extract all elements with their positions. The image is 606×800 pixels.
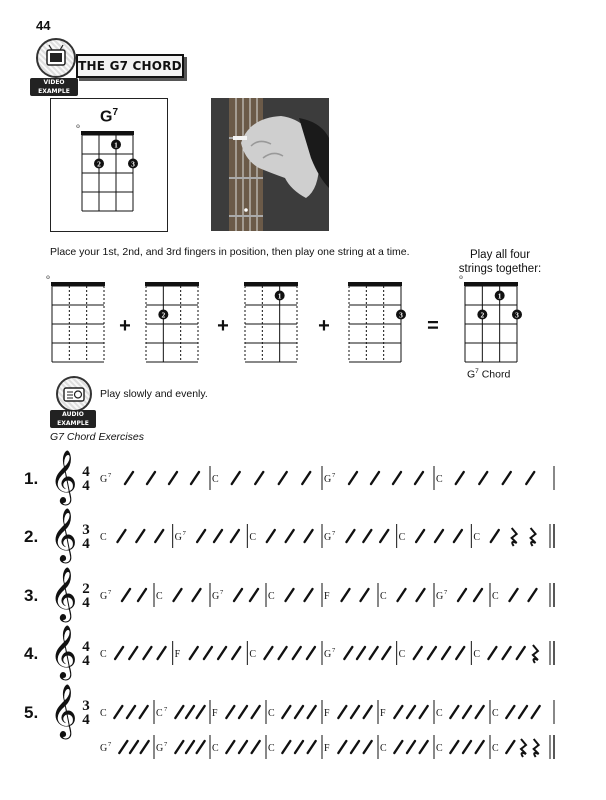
video-badge-label: VIDEO EXAMPLE: [30, 78, 78, 96]
slash-beat: [175, 706, 183, 718]
slash-beat: [393, 472, 401, 484]
slash-beat: [125, 472, 133, 484]
slash-beat: [143, 647, 151, 659]
slash-beat: [279, 647, 287, 659]
chord-superscript: 7: [108, 589, 112, 596]
slash-beat: [428, 647, 436, 659]
chord-symbol: C: [268, 591, 275, 602]
chord-nut: [464, 282, 518, 286]
time-sig-top: 3: [82, 522, 90, 538]
slash-beat: [380, 530, 388, 542]
time-sig-bottom: 4: [82, 595, 90, 611]
play-all-line1: Play all four: [469, 249, 531, 261]
chord-symbol: C: [473, 649, 481, 660]
slash-beat: [351, 741, 359, 753]
plus-sign: +: [119, 315, 131, 337]
slash-beat: [286, 589, 294, 601]
slash-beat: [361, 589, 369, 601]
slash-beat: [193, 589, 201, 601]
audio-badge-label: AUDIO EXAMPLE: [50, 410, 96, 428]
chord-symbol: G: [174, 532, 182, 543]
chord-symbol: G: [324, 649, 332, 660]
chord-symbol: C: [268, 708, 275, 719]
slash-beat: [456, 472, 464, 484]
slash-beat: [191, 472, 199, 484]
quarter-rest: [521, 739, 526, 757]
slash-beat: [398, 589, 406, 601]
slash-beat: [122, 589, 130, 601]
chord-symbol: C: [156, 708, 163, 719]
hand-illustration: [211, 98, 329, 231]
slash-beat: [450, 706, 458, 718]
slash-beat: [506, 741, 514, 753]
slash-beat: [417, 589, 425, 601]
slash-beat: [204, 647, 212, 659]
quarter-rest: [531, 528, 536, 546]
slash-beat: [117, 530, 125, 542]
exercise-number: 1.: [24, 469, 39, 488]
radio-icon: [56, 376, 92, 412]
chord-symbol: C: [212, 474, 219, 485]
chord-nut: [244, 282, 298, 286]
chord-symbol: C: [492, 743, 499, 754]
slash-beat: [190, 647, 198, 659]
slash-beat: [442, 647, 450, 659]
chord-symbol: F: [324, 591, 330, 602]
chord-symbol: C: [212, 743, 219, 754]
chord-symbol: G: [436, 591, 444, 602]
chord-superscript: 7: [182, 530, 186, 537]
slash-beat: [488, 647, 496, 659]
slash-beat: [308, 741, 316, 753]
chord-symbol: C: [249, 649, 257, 660]
slash-beat: [302, 472, 310, 484]
slash-beat: [308, 706, 316, 718]
chord-symbol: F: [380, 708, 386, 719]
slash-beat: [407, 706, 415, 718]
plus-sign: +: [217, 315, 229, 337]
video-badge[interactable]: [30, 38, 80, 95]
slash-beat: [255, 472, 263, 484]
slash-beat: [307, 647, 315, 659]
treble-clef-icon: 𝄞: [50, 449, 78, 503]
slash-beat: [357, 647, 365, 659]
chord-nut: [145, 282, 199, 286]
chord-symbol: C: [100, 649, 107, 660]
slash-beat: [394, 741, 402, 753]
g7-caption: $G^7$ Chord: [467, 368, 511, 381]
chord-superscript: 7: [108, 472, 112, 479]
slash-beat: [250, 589, 258, 601]
slash-beat: [214, 530, 222, 542]
slash-beat: [130, 741, 138, 753]
chord-diagram-main: [51, 99, 167, 231]
time-sig-bottom: 4: [82, 536, 90, 552]
slash-beat: [346, 530, 354, 542]
chord-symbol: F: [324, 708, 330, 719]
slash-beat: [175, 741, 183, 753]
slash-beat: [349, 472, 357, 484]
slash-beat: [169, 472, 177, 484]
time-sig-top: 4: [82, 639, 90, 655]
slash-beat: [454, 530, 462, 542]
chord-symbol: C: [398, 649, 406, 660]
open-string-mark: o: [76, 122, 80, 130]
slash-beat: [506, 706, 514, 718]
time-sig-bottom: 4: [82, 712, 90, 728]
slash-beat: [197, 741, 205, 753]
finger-number: 3: [515, 310, 519, 320]
finger-number: 1: [497, 291, 502, 301]
chord-symbol: G: [100, 591, 108, 602]
slash-beat: [147, 472, 155, 484]
audio-instruction: Play slowly and evenly.: [100, 388, 208, 400]
chord-symbol: C: [492, 708, 499, 719]
plus-sign: +: [318, 315, 330, 337]
slash-beat: [305, 589, 313, 601]
slash-beat: [503, 472, 511, 484]
quarter-rest: [533, 645, 538, 663]
slash-beat: [435, 530, 443, 542]
chord-symbol: C: [100, 708, 107, 719]
slash-beat: [416, 530, 424, 542]
slash-beat: [491, 530, 499, 542]
finger-number: 3: [399, 310, 403, 320]
slash-beat: [529, 589, 537, 601]
slash-beat: [226, 741, 234, 753]
slash-beat: [158, 647, 166, 659]
page-number: 44: [36, 18, 51, 33]
chord-symbol: C: [436, 474, 443, 485]
slash-beat: [364, 706, 372, 718]
chord-superscript: 7: [444, 589, 448, 596]
chord-sequence: [0, 270, 606, 380]
finger-number: 1: [114, 140, 118, 150]
chord-symbol: C: [156, 591, 163, 602]
slash-beat: [450, 741, 458, 753]
slash-beat: [338, 741, 346, 753]
slash-beat: [232, 647, 240, 659]
slash-beat: [267, 530, 275, 542]
hand-photo: [211, 98, 329, 231]
slash-beat: [342, 589, 350, 601]
slash-beat: [458, 589, 466, 601]
chord-symbol: C: [249, 532, 257, 543]
slash-beat: [136, 530, 144, 542]
slash-beat: [503, 647, 511, 659]
tv-icon: [36, 38, 76, 78]
chord-symbol: C: [436, 743, 443, 754]
treble-clef-icon: 𝄞: [50, 683, 78, 737]
slash-beat: [463, 706, 471, 718]
chord-superscript: 7: [164, 741, 168, 748]
equals-sign: =: [427, 315, 439, 337]
chord-symbol: G: [324, 474, 332, 485]
chord-nut: [51, 282, 105, 286]
slash-beat: [295, 706, 303, 718]
quarter-rest: [512, 528, 517, 546]
slash-beat: [282, 741, 290, 753]
slash-beat: [119, 741, 127, 753]
time-sig-bottom: 4: [82, 653, 90, 669]
chord-symbol: G: [156, 743, 164, 754]
section-title: THE G7 CHORD: [76, 54, 184, 78]
exercises-title: G7 Chord Exercises: [50, 431, 144, 443]
chord-frame: [50, 98, 168, 232]
chord-symbol: F: [324, 743, 330, 754]
slash-beat: [338, 706, 346, 718]
slash-beat: [476, 706, 484, 718]
slash-beat: [474, 589, 482, 601]
slash-beat: [197, 706, 205, 718]
chord-symbol: G: [100, 474, 108, 485]
exercise-staffs: [0, 440, 606, 800]
slash-beat: [371, 472, 379, 484]
slash-beat: [127, 706, 135, 718]
slash-beat: [420, 741, 428, 753]
chord-symbol: C: [100, 532, 107, 543]
chord-superscript: 7: [332, 530, 336, 537]
slash-beat: [115, 647, 123, 659]
slash-beat: [517, 647, 525, 659]
time-sig-top: 2: [82, 581, 90, 597]
slash-beat: [186, 741, 194, 753]
slash-beat: [363, 530, 371, 542]
slash-beat: [415, 472, 423, 484]
slash-beat: [351, 706, 359, 718]
slash-beat: [420, 706, 428, 718]
finger-number: 2: [97, 159, 101, 169]
finger-number: 3: [131, 159, 135, 169]
chord-symbol: C: [473, 532, 481, 543]
slash-beat: [252, 706, 260, 718]
chord-symbol: G: [212, 591, 220, 602]
slash-beat: [252, 741, 260, 753]
treble-clef-icon: 𝄞: [50, 507, 78, 561]
chord-nut: [348, 282, 402, 286]
chord-symbol: F: [174, 649, 181, 660]
instruction-text: Place your 1st, 2nd, and 3rd fingers in position, then play one string at a time.: [50, 246, 410, 258]
slash-beat: [463, 741, 471, 753]
slash-beat: [456, 647, 464, 659]
open-string-mark: o: [46, 273, 50, 281]
slash-beat: [394, 706, 402, 718]
finger-number: 1: [277, 291, 282, 301]
slash-beat: [174, 589, 182, 601]
slash-beat: [141, 741, 149, 753]
finger-number: 2: [480, 310, 485, 320]
slash-beat: [295, 741, 303, 753]
time-sig-top: 3: [82, 698, 90, 714]
chord-symbol: C: [398, 532, 406, 543]
exercise-number: 2.: [24, 527, 39, 546]
slash-beat: [186, 706, 194, 718]
chord-symbol: C: [380, 591, 387, 602]
slash-beat: [218, 647, 226, 659]
chord-symbol: G: [100, 743, 108, 754]
chord-nut: [81, 131, 134, 135]
treble-clef-icon: 𝄞: [50, 566, 78, 620]
chord-superscript: 7: [108, 741, 112, 748]
slash-beat: [114, 706, 122, 718]
slash-beat: [476, 741, 484, 753]
slash-beat: [510, 589, 518, 601]
slash-beat: [519, 706, 527, 718]
slash-beat: [239, 706, 247, 718]
chord-superscript: 7: [164, 706, 168, 713]
chord-superscript: 7: [332, 472, 336, 479]
slash-beat: [282, 706, 290, 718]
slash-beat: [140, 706, 148, 718]
treble-clef-icon: 𝄞: [50, 624, 78, 678]
slash-beat: [155, 530, 163, 542]
exercise-number: 5.: [24, 703, 39, 722]
time-sig-top: 4: [82, 464, 90, 480]
chord-symbol: F: [212, 708, 218, 719]
open-string-mark: o: [459, 273, 463, 281]
slash-beat: [138, 589, 146, 601]
chord-name: $G^7$: [99, 107, 118, 126]
slash-beat: [197, 530, 205, 542]
slash-beat: [286, 530, 294, 542]
slash-beat: [407, 741, 415, 753]
slash-beat: [414, 647, 422, 659]
chord-superscript: 7: [332, 647, 336, 654]
slash-beat: [364, 741, 372, 753]
play-all-line2: strings together:: [458, 263, 542, 275]
slash-beat: [226, 706, 234, 718]
audio-badge[interactable]: [50, 376, 96, 427]
chord-symbol: C: [436, 708, 443, 719]
slash-beat: [232, 472, 240, 484]
slash-beat: [370, 647, 378, 659]
finger-number: 2: [161, 310, 166, 320]
chord-symbol: C: [492, 591, 499, 602]
slash-beat: [234, 589, 242, 601]
slash-beat: [239, 741, 247, 753]
exercise-number: 3.: [24, 586, 39, 605]
chord-superscript: 7: [220, 589, 224, 596]
slash-beat: [526, 472, 534, 484]
slash-beat: [264, 647, 272, 659]
slash-beat: [344, 647, 352, 659]
chord-symbol: G: [324, 532, 332, 543]
slash-beat: [231, 530, 239, 542]
slash-beat: [129, 647, 137, 659]
slash-beat: [279, 472, 287, 484]
time-sig-bottom: 4: [82, 478, 90, 494]
slash-beat: [293, 647, 301, 659]
slash-beat: [479, 472, 487, 484]
exercise-number: 4.: [24, 644, 39, 663]
slash-beat: [305, 530, 313, 542]
chord-symbol: C: [268, 743, 275, 754]
chord-symbol: C: [380, 743, 387, 754]
slash-beat: [382, 647, 390, 659]
quarter-rest: [534, 739, 539, 757]
slash-beat: [532, 706, 540, 718]
